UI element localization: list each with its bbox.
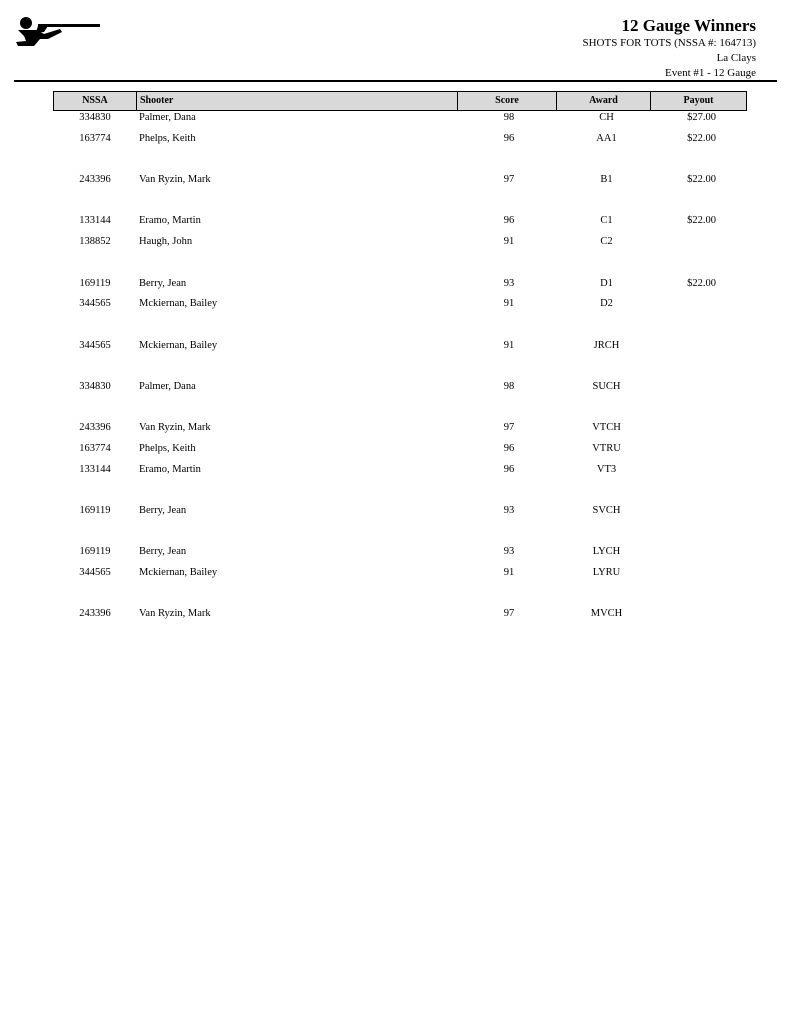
shooter-cell: Haugh, John [139,236,193,247]
shooter-cell: Van Ryzin, Mark [139,608,211,619]
table-row [53,235,749,249]
table-row [53,339,749,353]
award-cell: CH [599,112,614,123]
nssa-cell: 163774 [79,443,111,454]
shooter-cell: Palmer, Dana [139,381,196,392]
table-header [53,91,749,109]
award-cell: SVCH [592,505,621,516]
nssa-cell: 243396 [79,174,111,185]
award-cell: C1 [600,215,613,226]
score-cell: 96 [503,464,515,475]
award-cell: LYRU [592,567,621,578]
score-cell: 97 [503,422,515,433]
score-cell: 93 [503,278,515,289]
shooter-cell: Eramo, Martin [139,464,201,475]
score-cell: 91 [503,340,515,351]
shooter-cell: Van Ryzin, Mark [139,174,211,185]
nssa-cell: 169119 [79,546,111,557]
nssa-cell: 133144 [79,464,111,475]
table-row [53,277,749,291]
score-cell: 96 [503,443,515,454]
nssa-cell: 163774 [79,133,111,144]
nssa-cell: 243396 [79,608,111,619]
nssa-cell: 138852 [79,236,111,247]
payout-cell: $27.00 [687,112,716,123]
table-row [53,545,749,559]
nssa-cell: 344565 [79,298,111,309]
award-cell: VTCH [592,422,621,433]
score-cell: 91 [503,567,515,578]
award-cell: D2 [600,298,613,309]
event-label: Event #1 - 12 Gauge [664,67,756,79]
payout-cell: $22.00 [687,278,716,289]
shooter-cell: Berry, Jean [139,505,187,516]
score-cell: 97 [503,608,515,619]
score-cell: 91 [503,298,515,309]
award-cell: VTRU [592,443,621,454]
nssa-cell: 243396 [79,422,111,433]
table-row [53,111,749,125]
award-cell: LYCH [592,546,621,557]
score-cell: 96 [503,133,515,144]
report-header [583,16,757,81]
table-row [53,566,749,580]
award-cell: VT3 [596,464,617,475]
nssa-cell: 133144 [79,215,111,226]
table-row [53,214,749,228]
shooter-cell: Mckiernan, Bailey [139,340,218,351]
payout-cell: $22.00 [687,133,716,144]
payout-cell: $22.00 [687,174,716,185]
column-header-score: Score [457,91,557,111]
table-row [53,421,749,435]
table-row [53,463,749,477]
award-cell: B1 [600,174,613,185]
column-header-payout: Payout [650,91,747,111]
nssa-cell: 334830 [79,381,111,392]
table-row [53,607,749,621]
award-cell: C2 [600,236,613,247]
column-header-nssa: NSSA [53,91,137,111]
header-divider [14,80,777,82]
shooter-cell: Phelps, Keith [139,443,196,454]
score-cell: 98 [503,381,515,392]
shooter-cell: Palmer, Dana [139,112,196,123]
page-title: 12 Gauge Winners [621,16,756,35]
table-row [53,297,749,311]
shooter-cell: Berry, Jean [139,278,187,289]
score-cell: 91 [503,236,515,247]
shooter-cell: Mckiernan, Bailey [139,298,218,309]
shooter-icon [14,14,104,50]
score-cell: 93 [503,505,515,516]
shooter-cell: Mckiernan, Bailey [139,567,218,578]
award-cell: MVCH [590,608,623,619]
award-cell: D1 [600,278,613,289]
nssa-cell: 344565 [79,340,111,351]
score-cell: 98 [503,112,515,123]
event-name: SHOTS FOR TOTS (NSSA #: 164713) [582,37,756,49]
club-name: La Clays [716,52,756,64]
table-row [53,173,749,187]
award-cell: AA1 [596,133,617,144]
nssa-cell: 169119 [79,278,111,289]
shooter-cell: Phelps, Keith [139,133,196,144]
column-header-award: Award [556,91,651,111]
table-row [53,504,749,518]
shooter-cell: Eramo, Martin [139,215,201,226]
column-header-shooter: Shooter [136,91,458,111]
award-cell: SUCH [592,381,621,392]
award-cell: JRCH [593,340,620,351]
shooter-cell: Van Ryzin, Mark [139,422,211,433]
score-cell: 93 [503,546,515,557]
payout-cell: $22.00 [687,215,716,226]
shooter-cell: Berry, Jean [139,546,187,557]
nssa-cell: 334830 [79,112,111,123]
score-cell: 96 [503,215,515,226]
table-row [53,442,749,456]
score-cell: 97 [503,174,515,185]
nssa-cell: 344565 [79,567,111,578]
table-row [53,380,749,394]
table-row [53,132,749,146]
nssa-cell: 169119 [79,505,111,516]
